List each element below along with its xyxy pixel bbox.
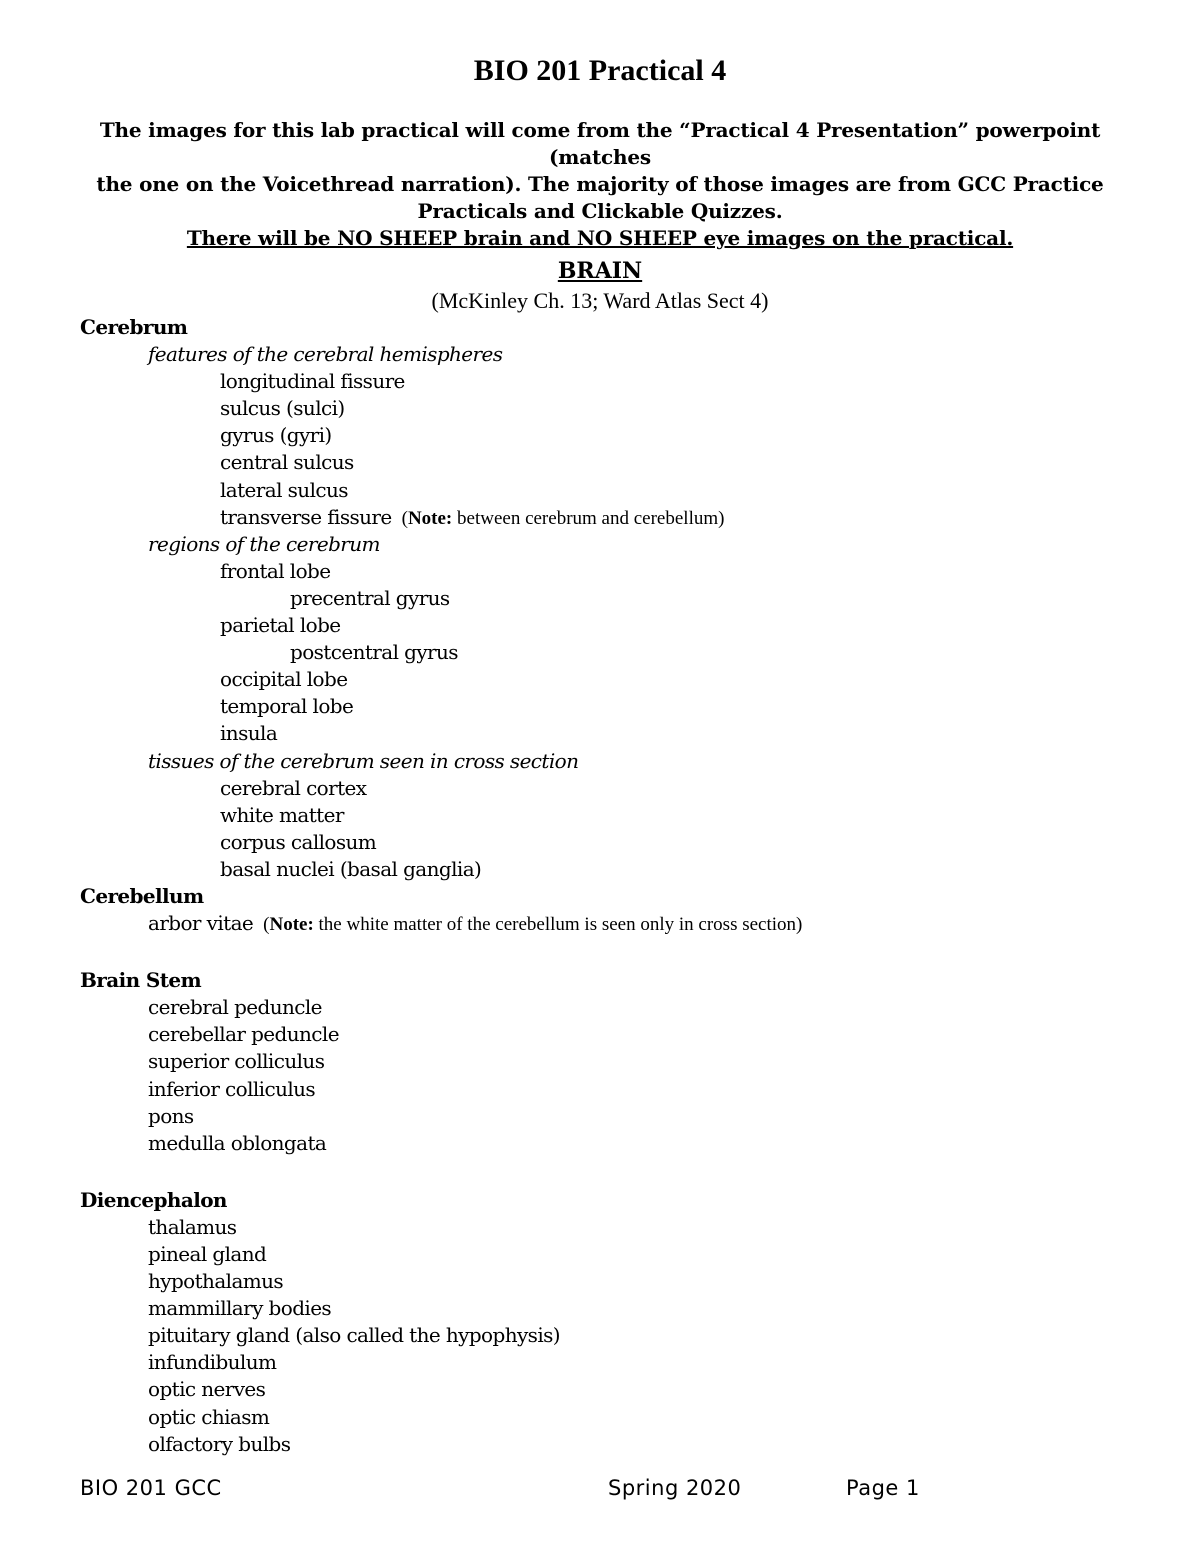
note: (Note: between cerebrum and cerebellum): [401, 507, 725, 529]
list-item: olfactory bulbs: [148, 1431, 291, 1456]
list-item: insula: [220, 721, 278, 746]
list-item: cerebral cortex: [220, 775, 367, 800]
list-item: basal nuclei (basal ganglia): [220, 856, 482, 881]
list-item: medulla oblongata: [148, 1130, 327, 1155]
list-item: pituitary gland (also called the hypophysis): [148, 1323, 560, 1348]
intro-line: Practicals and Clickable Quizzes.: [417, 199, 783, 223]
list-item: central sulcus: [220, 450, 354, 475]
list-item: frontal lobe: [220, 558, 331, 583]
list-item: temporal lobe: [220, 694, 354, 719]
intro-warning: There will be NO SHEEP brain and NO SHEEP eye images on the practical.: [186, 226, 1014, 250]
list-item: pons: [148, 1103, 194, 1128]
footer-course: BIO 201 GCC: [80, 1476, 222, 1500]
heading-brain-stem: Brain Stem: [80, 968, 202, 993]
list-item: pineal gland: [148, 1242, 267, 1266]
list-item: optic nerves: [148, 1377, 266, 1402]
subheading-features: features of the cerebral hemispheres: [148, 342, 503, 367]
note-label: Note:: [269, 914, 314, 936]
list-item: white matter: [220, 802, 344, 827]
list-item: cerebral peduncle: [148, 995, 322, 1020]
list-item: superior colliculus: [148, 1049, 325, 1074]
heading-cerebrum: Cerebrum: [80, 315, 188, 339]
list-item-with-note: [0, 910, 1200, 937]
section-title: BRAIN: [557, 258, 643, 284]
subheading-regions: regions of the cerebrum: [148, 531, 380, 556]
list-item: optic chiasm: [148, 1404, 270, 1429]
heading-cerebellum: Cerebellum: [80, 883, 204, 908]
list-item: lateral sulcus: [220, 477, 348, 502]
heading-diencephalon: Diencephalon: [80, 1187, 227, 1212]
structure-outline: [0, 314, 1200, 1458]
list-item: longitudinal fissure: [220, 369, 405, 394]
note-text: the white matter of the cerebellum is seen only in cross section): [313, 914, 803, 936]
section-reference: (McKinley Ch. 13; Ward Atlas Sect 4): [431, 288, 769, 313]
list-item: infundibulum: [148, 1350, 277, 1375]
intro-paragraph: [60, 117, 1140, 252]
footer-term: Spring 2020: [608, 1476, 742, 1500]
list-item: sulcus (sulci): [220, 396, 345, 421]
note: (Note: the white matter of the cerebellum is seen only in cross section): [263, 914, 803, 936]
list-item: gyrus (gyri): [220, 423, 332, 448]
intro-line: the one on the Voicethread narration). The majority of those images are from GCC Practice: [96, 172, 1104, 196]
list-item: cerebellar peduncle: [148, 1022, 339, 1047]
list-item: inferior colliculus: [148, 1076, 316, 1101]
list-item: postcentral gyrus: [290, 640, 458, 665]
footer-page-number: Page 1: [846, 1476, 920, 1500]
note-label: Note:: [407, 507, 453, 529]
list-item: mammillary bodies: [148, 1296, 332, 1321]
list-item: occipital lobe: [220, 667, 348, 692]
list-item-text: arbor vitae: [148, 911, 254, 936]
list-item-with-note: [0, 504, 1200, 531]
list-item: thalamus: [148, 1214, 237, 1239]
document-title: BIO 201 Practical 4: [473, 54, 727, 87]
list-item: parietal lobe: [220, 613, 341, 638]
list-item: hypothalamus: [148, 1269, 284, 1294]
intro-line: The images for this lab practical will come from the “Practical 4 Presentation” powerpoint (matches: [99, 118, 1101, 169]
list-item-text: transverse fissure: [220, 504, 392, 529]
note-text: between cerebrum and cerebellum): [452, 507, 725, 529]
list-item: precentral gyrus: [290, 585, 450, 610]
subheading-tissues: tissues of the cerebrum seen in cross section: [148, 748, 579, 773]
list-item: corpus callosum: [220, 829, 377, 854]
